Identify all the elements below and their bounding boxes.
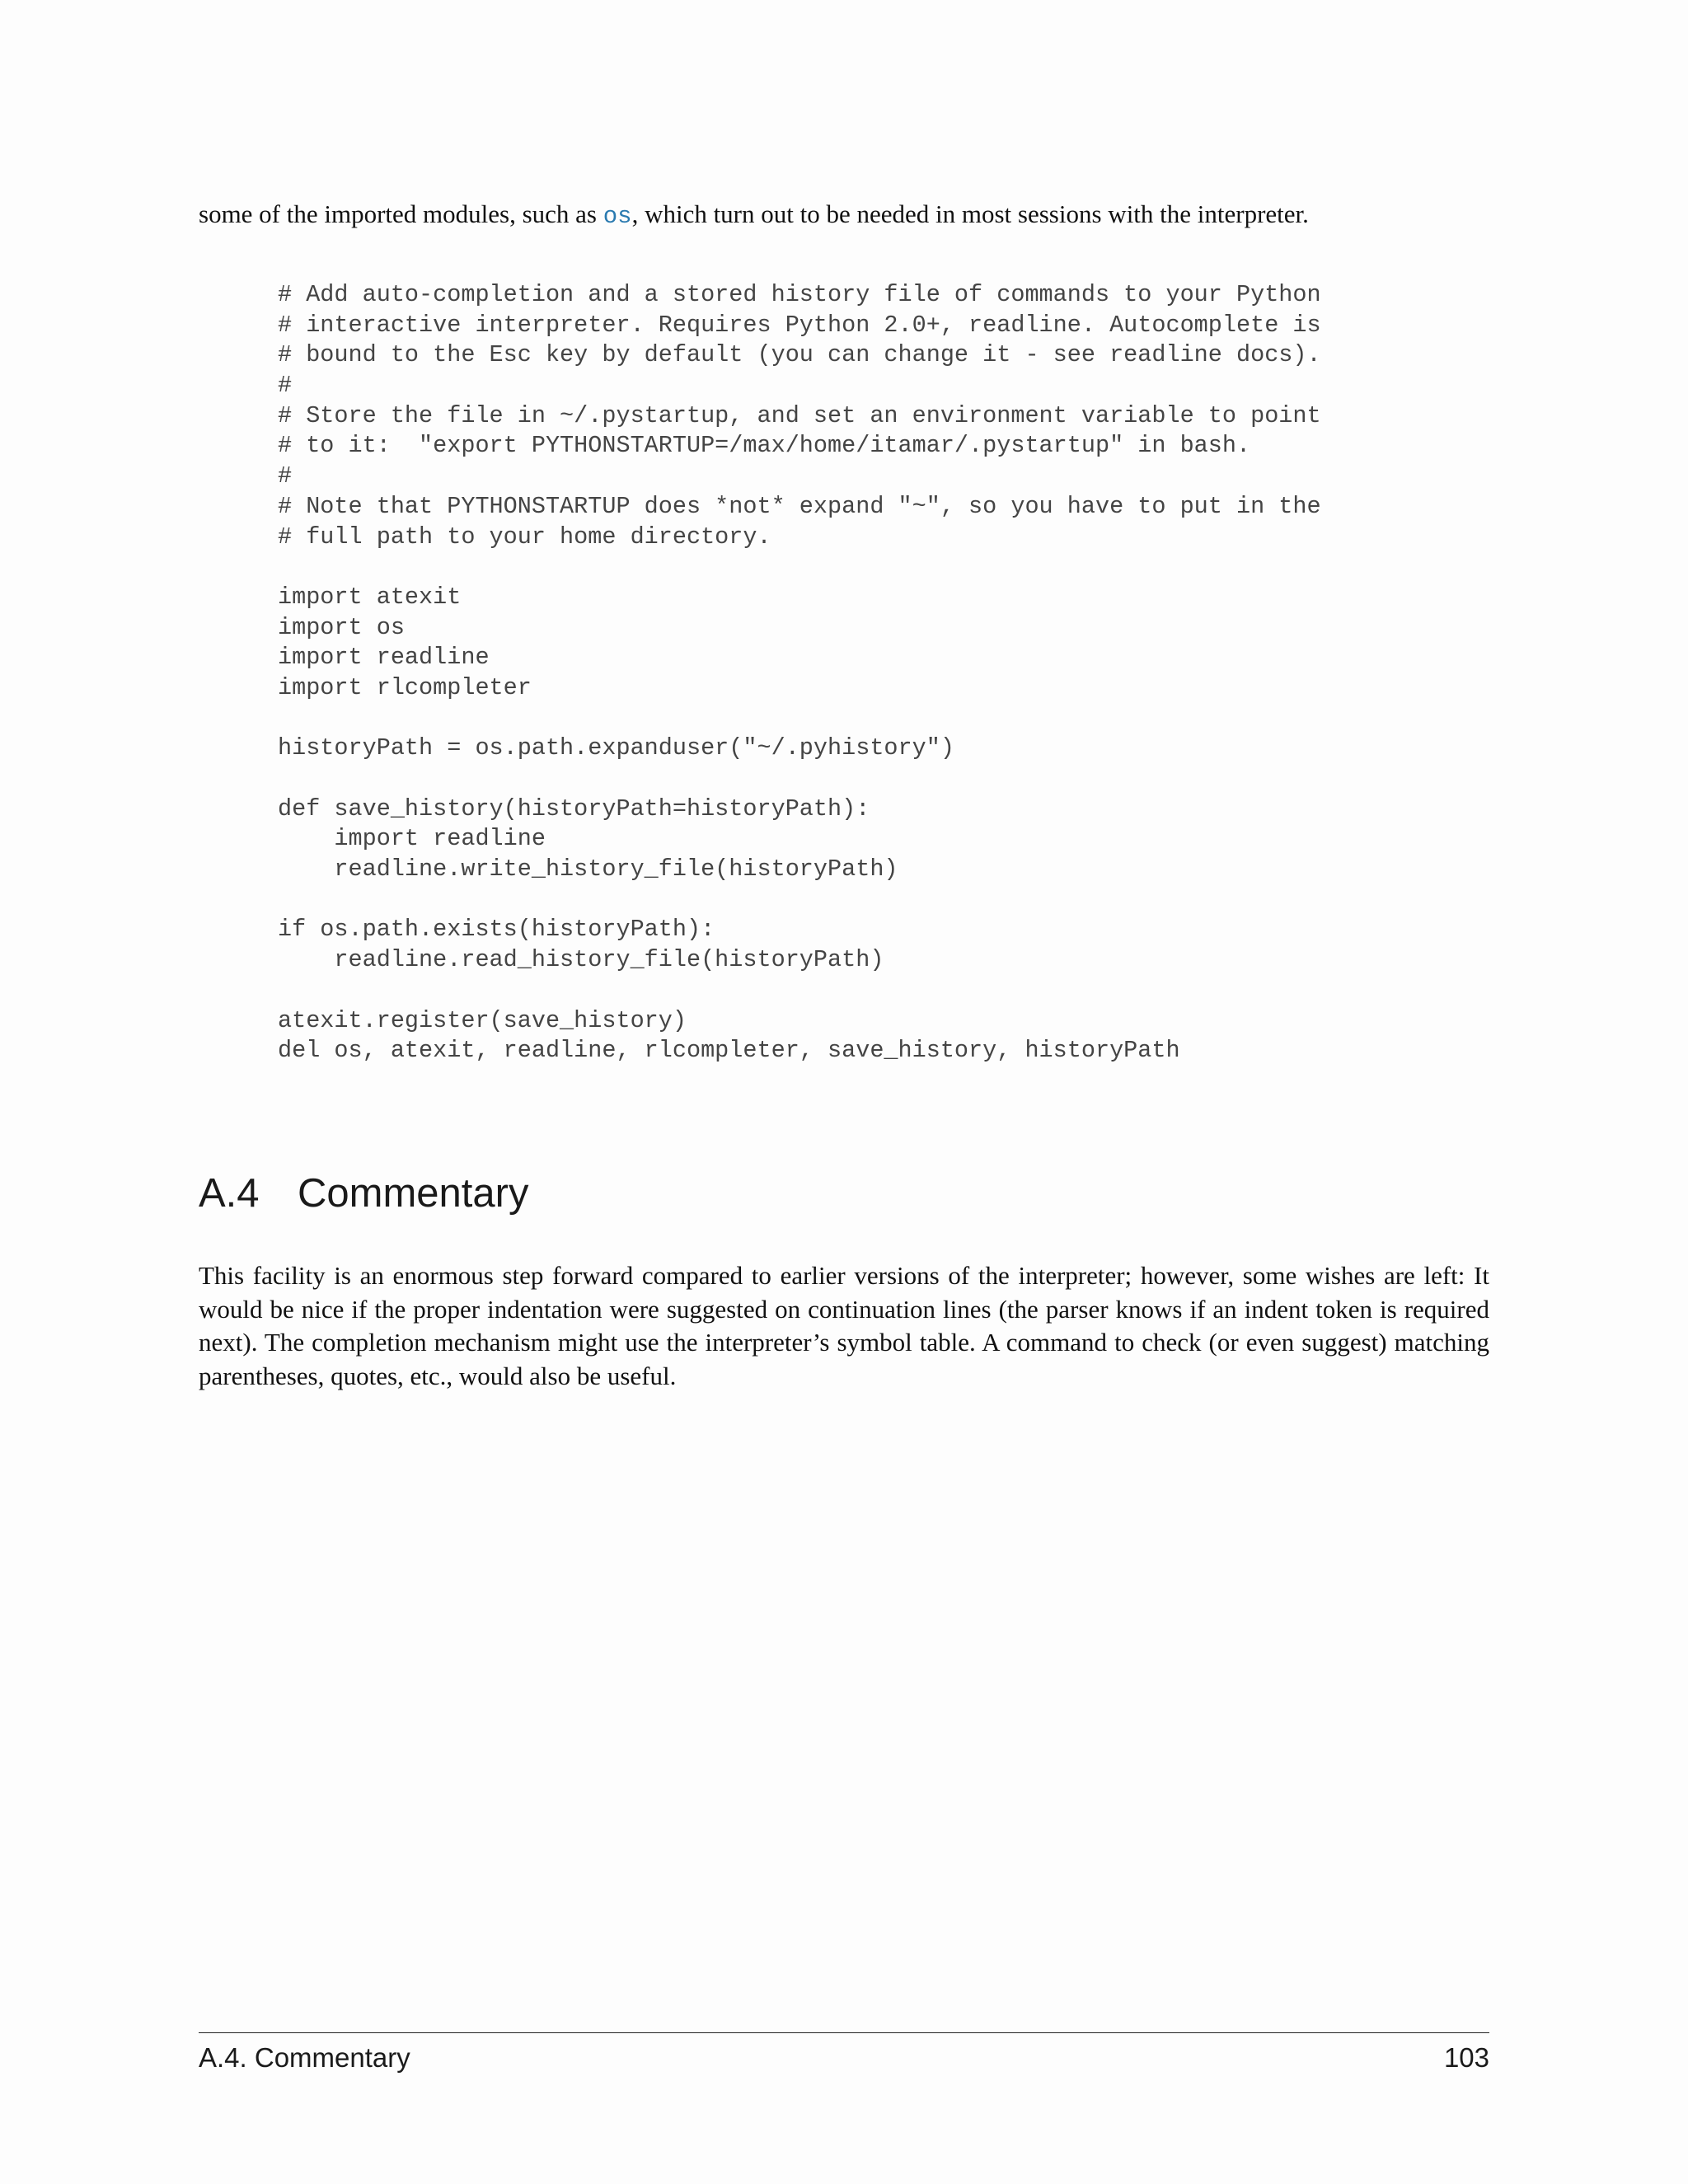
page-number: 103 [1443, 2042, 1489, 2073]
intro-paragraph [199, 198, 1489, 233]
code-line: # Store the file in ~/.pystartup, and set an environment variable to point [278, 401, 1321, 429]
code-line: del os, atexit, readline, rlcompleter, save_history, historyPath [278, 1037, 1180, 1065]
code-line: def save_history(historyPath=historyPath): [278, 794, 870, 823]
footer-section-label: A.4. Commentary [199, 2042, 410, 2073]
inline-code-os: os [603, 203, 632, 230]
code-line: import rlcompleter [278, 673, 532, 701]
code-block [278, 280, 1321, 1066]
code-line: atexit.register(save_history) [278, 1006, 687, 1034]
intro-text-before: some of the imported modules, such as [199, 199, 603, 228]
code-line: import readline [278, 825, 546, 853]
code-line: # Add auto-completion and a stored history file of commands to your Python [278, 281, 1321, 308]
section-title: Commentary [298, 1171, 529, 1216]
code-line [278, 704, 1321, 734]
code-line: import readline [278, 644, 490, 672]
section-heading [199, 1169, 528, 1218]
code-line [278, 552, 1321, 583]
code-line: historyPath = os.path.expanduser("~/.pyhistory") [278, 734, 954, 762]
code-line [278, 764, 1321, 794]
code-line: if os.path.exists(historyPath): [278, 916, 715, 944]
code-line: readline.write_history_file(historyPath) [278, 855, 898, 883]
document-page [199, 0, 1489, 2184]
code-line: import atexit [278, 583, 462, 611]
section-number: A.4 [199, 1171, 260, 1216]
code-line: # interactive interpreter. Requires Python 2.0+, readline. Autocomplete is [278, 311, 1321, 339]
code-line [278, 976, 1321, 1006]
code-line [278, 885, 1321, 916]
footer-divider [199, 2032, 1489, 2033]
page-footer [199, 2041, 1489, 2075]
intro-text-after: , which turn out to be needed in most sessions with the interpreter. [631, 199, 1309, 228]
code-line: # [278, 462, 293, 490]
commentary-paragraph: This facility is an enormous step forward compared to earlier versions of the interpreter; however, some wishes are left: It would be nice if the proper indentation were suggested on continuation lines (the parser knows if an indent token is required next). The completion mechanism might use the interpreter’s symbol table. A command to check (or even suggest) matching parentheses, quotes, etc., would also be useful. [199, 1261, 1489, 1390]
code-line: # Note that PYTHONSTARTUP does *not* expand "~", so you have to put in the [278, 492, 1321, 520]
code-line: readline.read_history_file(historyPath) [278, 946, 884, 974]
code-line: # [278, 372, 293, 400]
code-line: # to it: "export PYTHONSTARTUP=/max/home/itamar/.pystartup" in bash. [278, 432, 1251, 460]
code-line: # bound to the Esc key by default (you can change it - see readline docs). [278, 341, 1321, 369]
code-line: # full path to your home directory. [278, 523, 771, 551]
code-line: import os [278, 613, 405, 641]
